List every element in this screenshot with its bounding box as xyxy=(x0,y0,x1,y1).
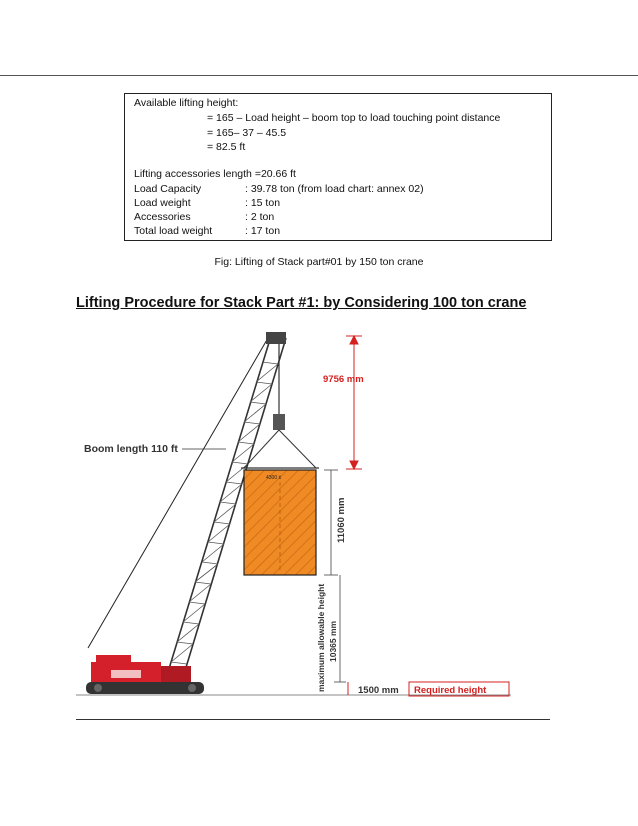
dim-load-label: 11060 mm xyxy=(336,497,347,543)
dim-top-label: 9756 mm xyxy=(323,374,364,385)
calc-line-result: = 82.5 ft xyxy=(207,141,246,153)
crane-lifting-diagram xyxy=(76,330,556,710)
row-label-load-capacity: Load Capacity xyxy=(134,183,202,195)
row-value-load-weight: : 15 ton xyxy=(245,197,281,209)
crane-base xyxy=(86,655,204,694)
calculation-box xyxy=(124,93,552,241)
calc-line-formula: = 165 – Load height – boom top to load touching point distance xyxy=(207,112,501,124)
boom-length-label: Boom length 110 ft xyxy=(84,443,178,455)
dim-allowable-value: 10365 mm xyxy=(328,620,338,662)
sling-left xyxy=(244,430,279,468)
row-label-load-weight: Load weight xyxy=(134,197,191,209)
bottom-rule xyxy=(76,719,550,720)
back-guy-line xyxy=(88,338,268,648)
top-rule xyxy=(0,75,638,76)
dim-allowable-label: maximum allowable height xyxy=(316,583,326,692)
hook-block xyxy=(273,414,285,430)
required-height-label: Required height xyxy=(414,685,487,696)
row-value-accessories: : 2 ton xyxy=(245,211,275,223)
row-label-total-load-weight: Total load weight xyxy=(134,225,213,237)
calc-line-available: Available lifting height: xyxy=(134,97,239,109)
calc-line-accessories-length: Lifting accessories length =20.66 ft xyxy=(134,168,296,180)
row-value-load-capacity: : 39.78 ton (from load chart: annex 02) xyxy=(245,183,424,195)
calc-line-substitution: = 165– 37 – 45.5 xyxy=(207,127,287,139)
section-heading: Lifting Procedure for Stack Part #1: by Considering 100 ton crane xyxy=(76,295,527,311)
dimension-top xyxy=(346,336,362,469)
sling-right xyxy=(279,430,316,468)
dim-bottom-label: 1500 mm xyxy=(358,685,399,696)
row-value-total-load-weight: : 17 ton xyxy=(245,225,281,237)
load-tag: 4300 x xyxy=(266,475,282,481)
boom-head xyxy=(266,332,286,344)
figure-caption: Fig: Lifting of Stack part#01 by 150 ton crane xyxy=(214,256,424,268)
row-label-accessories: Accessories xyxy=(134,211,191,223)
